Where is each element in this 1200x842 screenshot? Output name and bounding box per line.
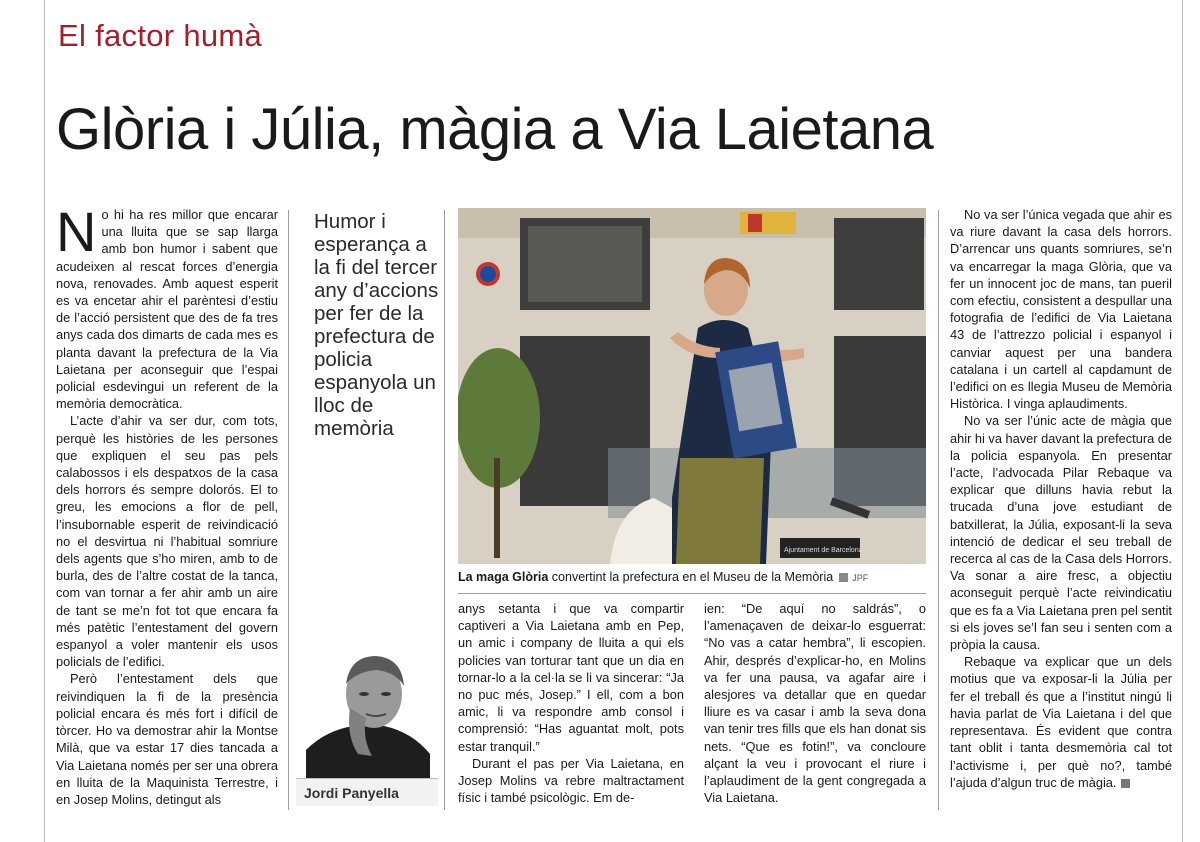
end-mark xyxy=(1121,779,1130,788)
pull-quote: Humor i esperança a la fi del tercer any d’accions per fer de la prefectura de policia espanyola un lloc de memòria xyxy=(314,210,439,440)
paragraph: No va ser l’única vegada que ahir es va riure davant la casa dels horrors. D’arrencar uns quants somriures, se’n va encarregar la maga Glòria, que va fer un innocent joc de mans, tan pueril com efectiu, consistent a despullar una fotografia de l’edifici de Via Laietana 43 de l’attrezzo policial i espanyol i canviar aquest per una bandera catalana i un cartell al capdamunt de l’edifici on es llegia Museu de Memòria Històrica. I vinga aplaudiments. xyxy=(950,207,1172,412)
author-name: Jordi Panyella xyxy=(296,778,438,806)
column-rule xyxy=(938,210,939,810)
photo-credit: JPF xyxy=(852,573,869,583)
caption-text: convertint la prefectura en el Museu de la Memòria xyxy=(548,570,834,584)
paragraph-text: Rebaque va explicar que un dels motius que va exposar-li la Júlia per fer el treball és que a l’institut ningú li havia parlat de Via Laietana i del que representava. És evident que contra tant oblit i tanta desmemòria cal tot l’activisme i, per què no?, també l’ajuda d’algun truc de màgia. xyxy=(950,654,1172,790)
column-rule xyxy=(444,210,445,810)
headline: Glòria i Júlia, màgia a Via Laietana xyxy=(56,97,934,162)
photo-caption xyxy=(458,570,926,584)
article-column-3 xyxy=(458,600,684,806)
drop-cap: N xyxy=(56,200,97,263)
paragraph: Durant el pas per Via Laietana, en Josep Molins va rebre maltractament físic i també psicològic. Em de- xyxy=(458,755,684,806)
paragraph: No va ser l’únic acte de màgia que ahir hi va haver davant la prefectura de la policia espanyola. En presentar l’acte, l’advocada Pilar Rebaque va explicar que dilluns havia rebut la trucada d’una jove estudiant de batxillerat, la Júlia, exposant-li la seva intenció de dedicar el seu treball de recerca al cas de la Casa dels Horrors. Va sonar a aire fresc, a objectiu aconseguit perquè l’acte reivindicatiu que es fa a Via Laietana pren pel sentit si els joves se’l fan seu i senten com a pròpia la causa. xyxy=(950,413,1172,653)
credit-marker xyxy=(839,573,848,582)
paragraph: ien: “De aquí no saldrás”, o l’amenaçaven de deixar-lo esguerrat: “No vas a catar hembra”, li escopien. Ahir, després d’explicar-ho, en Molins va fer una pausa, va agafar aire i alesjores va detallar que en quedar lliure es va casar i amb la seva dona van tenir tres fills que els han donat sis nets. “Que es fotin!”, va concloure alçant la veu i provocant el riure i l’aplaudiment de la gent congregada a Via Laietana. xyxy=(704,601,926,806)
paragraph: o hi ha res millor que encarar una lluita que se sap llarga amb bon humor i sabent que acudeixen al rescat forces d’energia nova, renovades. Amb aquest esperit es va encetar ahir el parèntesi d’estiu de l’acció persistent que des de fa tres anys cada dos dimarts de cada mes es planta davant la prefectura de la Via Laietana per aconseguir que l’espai policial esdevingui un referent de la memòria democràtica. xyxy=(56,207,278,412)
column-rule xyxy=(288,210,289,810)
photo-sign-text: Ajuntament de Barcelona xyxy=(784,547,863,554)
caption-rule xyxy=(458,593,926,594)
article-photo xyxy=(458,208,926,564)
author-portrait xyxy=(296,650,438,778)
article-column-1 xyxy=(56,200,278,808)
page-border-right xyxy=(1182,0,1183,842)
article-column-5 xyxy=(950,206,1172,791)
caption-lead: La maga Glòria xyxy=(458,570,549,584)
paragraph: anys setanta i que va compartir captiveri a Via Laietana amb en Pep, un amic i company de lluita a qui els policies van torturar tant que un dia en tornar-lo a la cel·la se li va sincerar: “Ja no puc més, Josep.” I ell, com a bon amic, li va respondre amb consol i comprensió: “Has aguantat molt, pots estar tranquil.” xyxy=(458,601,684,754)
page-border-left xyxy=(44,0,45,842)
paragraph: Però l’entestament dels que reivindiquen la fi de la presència policial encara és més fort i difícil de tòrcer. Ho va demostrar ahir la Montse Milà, que va estar 17 dies tancada a Via Laietana només per ser una obrera en lluita de la Maquinista Terrestre, i en Josep Molins, detingut als xyxy=(56,671,278,807)
paragraph xyxy=(950,653,1172,791)
section-title: El factor humà xyxy=(58,18,263,53)
paragraph: L’acte d’ahir va ser dur, com tots, perquè les històries de les persones que expliquen el seu pas pels calabossos i els despatxos de la casa dels horrors és sempre dolorós. El to greu, les emocions a flor de pell, l’insubornable esperit de reivindicació no el desvirtua ni l’habitual somriure dels agents que s’ho miren, amb to de burla, des de l’altre costat de la tanca, com van tornar a fer ahir amb un aire de tant se me’n fot tot que encara fa més patètic l’entestament del govern espanyol a voler mantenir els usos policials de l’edifici. xyxy=(56,413,278,670)
article-column-4 xyxy=(704,600,926,806)
